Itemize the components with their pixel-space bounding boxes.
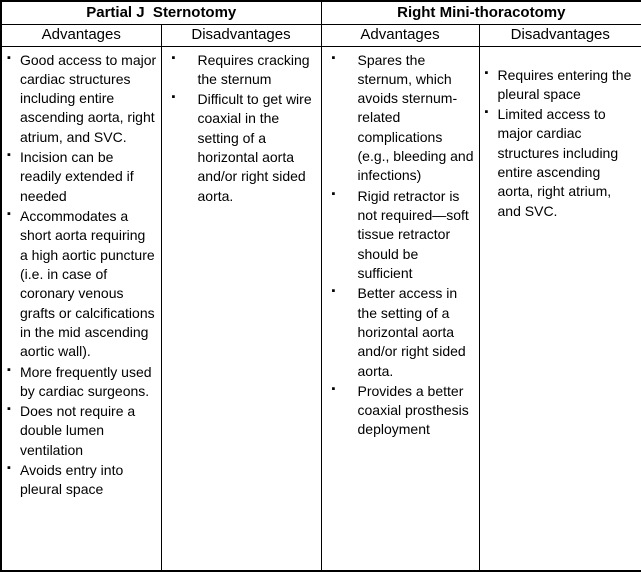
cell-sternotomy-advantages	[1, 46, 161, 571]
bullet-item: ▪ More frequently used by cardiac surgeons.	[7, 363, 157, 402]
bullet-item: ▪ Spares the sternum, which avoids sternum-related complications (e.g., bleeding and infections)	[327, 51, 475, 186]
group-title-partial-j-sternotomy: Partial J Sternotomy	[1, 1, 321, 24]
bullet-item: ▪ Incision can be readily extended if needed	[7, 148, 157, 206]
sternotomy-advantages-list	[7, 51, 157, 500]
bullet-item: ▪ Limited access to major cardiac structures including entire ascending aorta, right atrium, and SVC.	[485, 105, 638, 221]
bullet-item: ▪ Avoids entry into pleural space	[7, 461, 157, 500]
body-row	[1, 46, 641, 571]
subheader-sternotomy-disadvantages: Disadvantages	[161, 24, 321, 46]
subheader-thoracotomy-advantages: Advantages	[321, 24, 479, 46]
bullet-item: ▪ Provides a better coaxial prosthesis deployment	[327, 382, 475, 440]
sternotomy-disadvantages-list	[167, 51, 317, 207]
cell-sternotomy-disadvantages	[161, 46, 321, 571]
subheader-sternotomy-advantages: Advantages	[1, 24, 161, 46]
bullet-item: ▪ Difficult to get wire coaxial in the setting of a horizontal aorta and/or right sided aorta.	[167, 90, 317, 206]
subheader-row	[1, 24, 641, 46]
bullet-item: ▪ Good access to major cardiac structures including entire ascending aorta, right atrium, and SVC.	[7, 51, 157, 148]
group-title-right-mini-thoracotomy: Right Mini-thoracotomy	[321, 1, 641, 24]
thoracotomy-advantages-list	[327, 51, 475, 440]
bullet-item: ▪ Requires cracking the sternum	[167, 51, 317, 90]
cell-thoracotomy-advantages	[321, 46, 479, 571]
bullet-item: ▪ Does not require a double lumen ventilation	[7, 402, 157, 460]
bullet-item: ▪ Accommodates a short aorta requiring a high aortic puncture (i.e. in case of coronary venous grafts or calcifications in the mid ascending aortic wall).	[7, 207, 157, 362]
bullet-item: ▪ Requires entering the pleural space	[485, 66, 638, 105]
group-title-row	[1, 1, 641, 24]
cell-thoracotomy-disadvantages	[479, 46, 641, 571]
subheader-thoracotomy-disadvantages: Disadvantages	[479, 24, 641, 46]
bullet-item: ▪ Better access in the setting of a horizontal aorta and/or right sided aorta.	[327, 284, 475, 381]
thoracotomy-disadvantages-list	[485, 51, 638, 222]
bullet-item: ▪ Rigid retractor is not required—soft tissue retractor should be sufficient	[327, 187, 475, 284]
